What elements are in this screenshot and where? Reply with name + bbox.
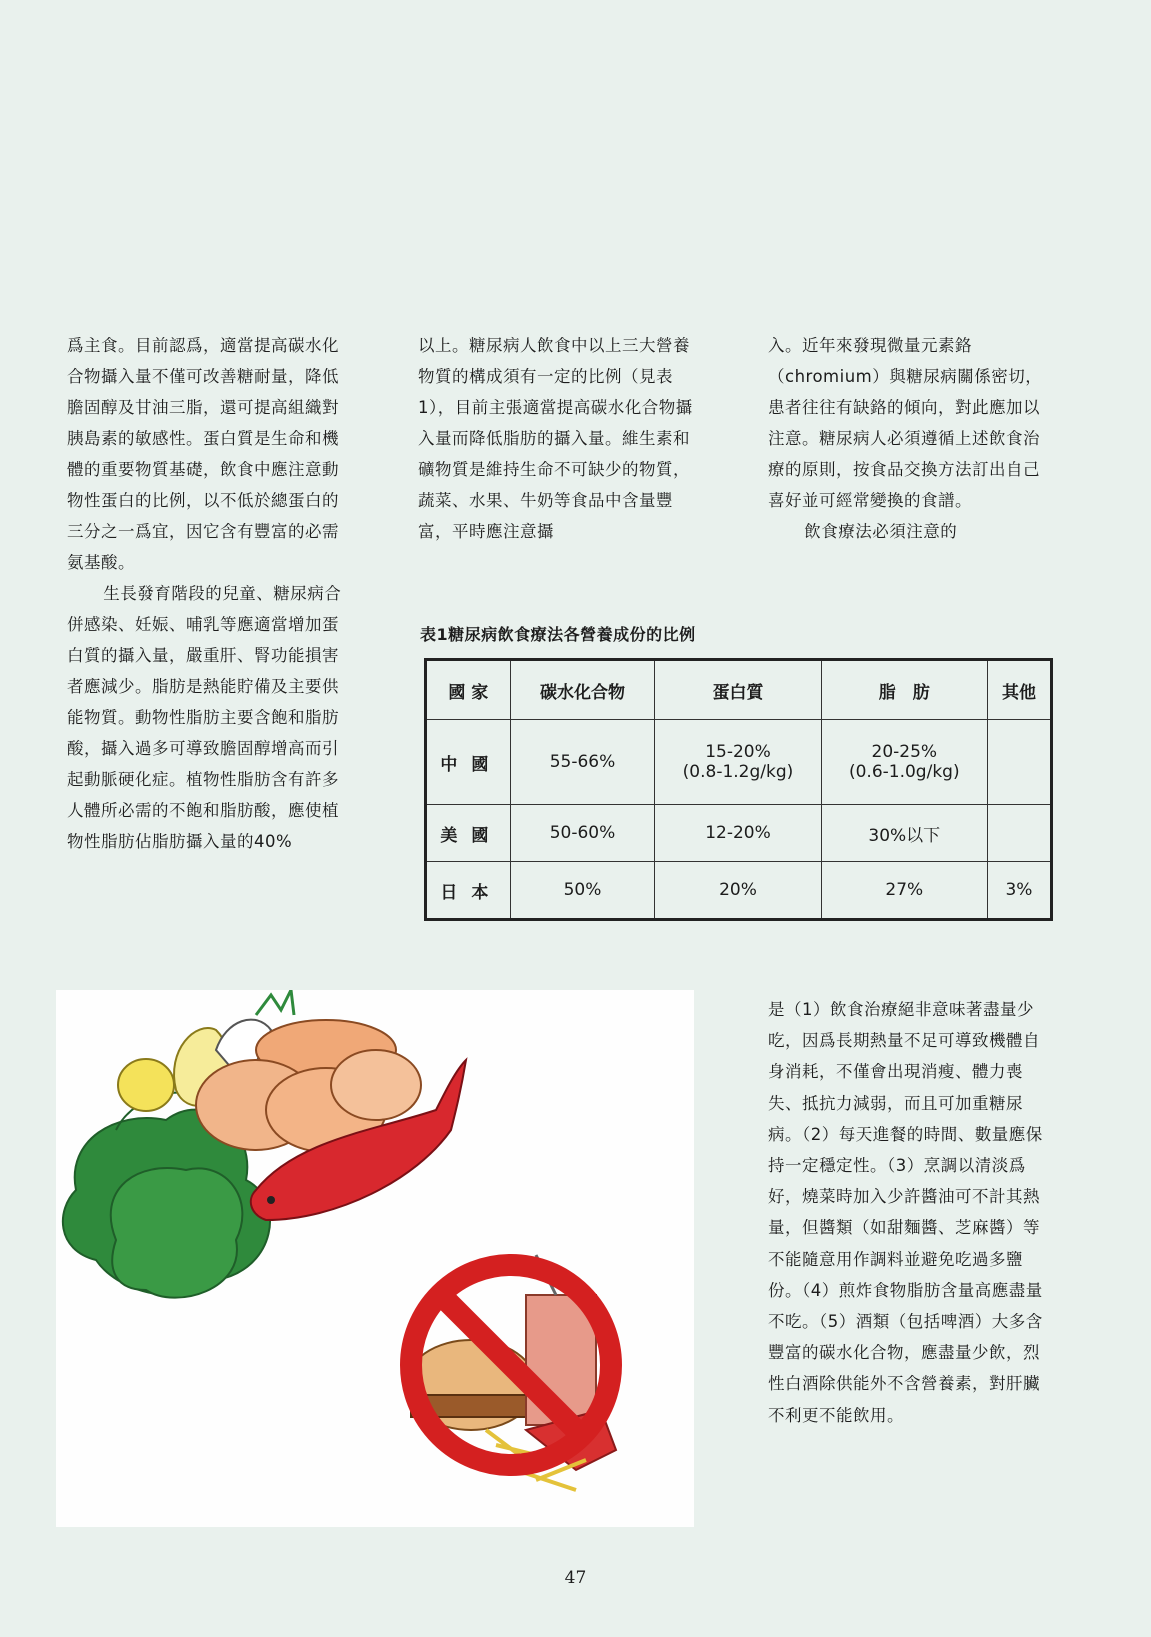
carb-cell: 50% xyxy=(510,862,655,920)
food-illustration-panel xyxy=(56,990,694,1527)
table-row xyxy=(426,720,1052,805)
carb-cell: 50-60% xyxy=(510,805,655,862)
other-cell xyxy=(987,805,1051,862)
protein-value: 15-20% xyxy=(705,742,771,762)
paragraph: 爲主食。目前認爲，適當提高碳水化合物攝入量不僅可改善糖耐量，降低膽固醇及甘油三脂，還可提高組織對胰島素的敏感性。蛋白質是生命和機體的重要物質基礎，飲食中應注意動物性蛋白的比例，以不低於總蛋白的三分之一爲宜，因它含有豐富的必需氨基酸。 xyxy=(67,336,339,572)
protein-cell xyxy=(655,720,821,805)
fat-cell xyxy=(821,720,987,805)
column-header: 國 家 xyxy=(426,660,511,720)
country-cell: 日本 xyxy=(426,862,511,920)
column-header: 碳水化合物 xyxy=(510,660,655,720)
paragraph: 飲食療法必須注意的 xyxy=(804,522,958,541)
paragraph: 是（1）飲食治療絕非意味著盡量少吃，因爲長期熱量不足可導致機體自身消耗，不僅會出現消瘦、體力喪失、抵抗力減弱，而且可加重糖尿病。（2）每天進餐的時間、數量應保持一定穩定性。（3）烹調以清淡爲好，燒菜時加入少許醬油可不計其熱量，但醬類（如甜麵醬、芝麻醬）等不能隨意用作調料並避免吃過多鹽份。（4）煎炸食物脂肪含量高應盡量不吃。（5）酒類（包括啤酒）大多含豐富的碳水化合物，應盡量少飲，烈性白酒除供能外不含營養素，對肝臟不利更不能飲用。 xyxy=(768,1000,1043,1425)
table-row xyxy=(426,805,1052,862)
column-header: 其他 xyxy=(987,660,1051,720)
fat-cell: 30%以下 xyxy=(821,805,987,862)
other-cell: 3% xyxy=(987,862,1051,920)
carb-cell: 55-66% xyxy=(510,720,655,805)
other-cell xyxy=(987,720,1051,805)
paragraph: 入。近年來發現微量元素鉻（chromium）與糖尿病關係密切，患者往往有缺鉻的傾向，對此應加以注意。糖尿病人必須遵循上述飲食治療的原則，按食品交換方法訂出自己喜好並可經常變換的食譜。 xyxy=(768,336,1043,510)
protein-cell: 20% xyxy=(655,862,821,920)
table-title: 表1糖尿病飲食療法各營養成份的比例 xyxy=(420,625,696,644)
food-illustration xyxy=(56,990,694,1527)
lemon xyxy=(118,1059,174,1111)
text-column-2 xyxy=(418,330,698,547)
table-header-row xyxy=(426,660,1052,720)
text-column-3-continued xyxy=(768,994,1050,1431)
fat-cell: 27% xyxy=(821,862,987,920)
table-row xyxy=(426,862,1052,920)
paragraph: 生長發育階段的兒童、糖尿病合併感染、妊娠、哺乳等應適當增加蛋白質的攝入量，嚴重肝、腎功能損害者應減少。脂肪是熱能貯備及主要供能物質。動物性脂肪主要含飽和脂肪酸，攝入過多可導致膽固醇增高而引起動脈硬化症。植物性脂肪含有許多人體所必需的不飽和脂肪酸，應使植物性脂肪佔脂肪攝入量的40% xyxy=(67,584,342,851)
column-header: 蛋白質 xyxy=(655,660,821,720)
fat-value: 20-25% xyxy=(871,742,938,762)
fat-per-kg: (0.6-1.0g/kg) xyxy=(848,762,960,782)
text-column-1 xyxy=(67,330,347,857)
page-number: 47 xyxy=(564,1568,587,1588)
text-column-3 xyxy=(768,330,1048,547)
paragraph: 以上。糖尿病人飲食中以上三大營養物質的構成須有一定的比例（見表1），目前主張適當提高碳水化合物攝入量而降低脂肪的攝入量。維生素和礦物質是維持生命不可缺少的物質，蔬菜、水果、牛奶等食品中含量豐富，平時應注意攝 xyxy=(418,336,693,541)
protein-per-kg: (0.8-1.2g/kg) xyxy=(682,762,794,782)
nutrient-ratio-table xyxy=(424,658,1053,921)
protein-cell: 12-20% xyxy=(655,805,821,862)
country-cell: 中國 xyxy=(426,720,511,805)
country-cell: 美國 xyxy=(426,805,511,862)
column-header: 脂 肪 xyxy=(821,660,987,720)
